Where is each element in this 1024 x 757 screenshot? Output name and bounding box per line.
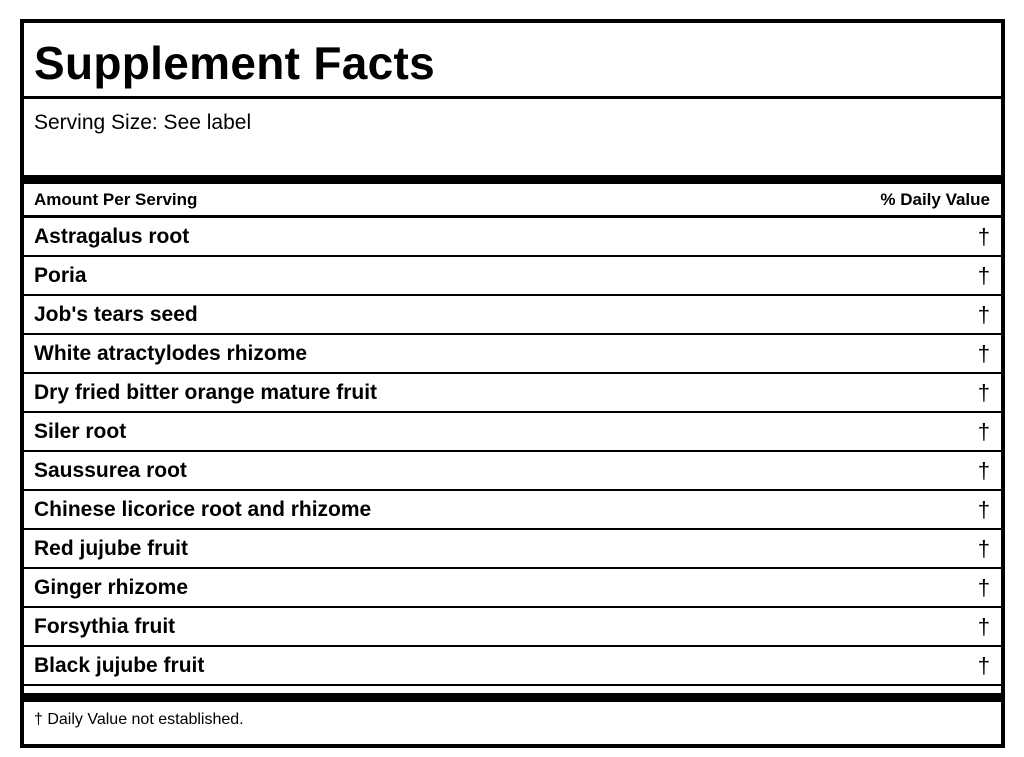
- ingredient-row: [24, 530, 1001, 569]
- panel-title: Supplement Facts: [24, 23, 1001, 99]
- ingredient-row: [24, 257, 1001, 296]
- ingredient-row: [24, 335, 1001, 374]
- column-header-row: [24, 184, 1001, 218]
- thick-divider-bottom: [24, 693, 1001, 702]
- ingredient-row: [24, 491, 1001, 530]
- ingredient-name: Black jujube fruit: [34, 653, 205, 677]
- daily-value-mark: †: [977, 301, 990, 327]
- ingredient-name: Forsythia fruit: [34, 614, 176, 638]
- daily-value-mark: †: [977, 340, 990, 366]
- daily-value-header: % Daily Value: [880, 189, 990, 209]
- ingredient-name: Poria: [34, 263, 87, 287]
- ingredient-name: Ginger rhizome: [34, 575, 189, 599]
- daily-value-mark: †: [977, 574, 990, 600]
- footnote: † Daily Value not established.: [34, 711, 244, 728]
- daily-value-mark: †: [977, 613, 990, 639]
- daily-value-mark: †: [977, 457, 990, 483]
- daily-value-mark: †: [977, 379, 990, 405]
- ingredient-row: [24, 569, 1001, 608]
- ingredient-name: Saussurea root: [34, 458, 187, 482]
- daily-value-mark: †: [977, 418, 990, 444]
- daily-value-mark: †: [977, 262, 990, 288]
- daily-value-mark: †: [977, 652, 990, 678]
- spacer: [24, 686, 1001, 693]
- ingredient-row: [24, 374, 1001, 413]
- ingredient-row: [24, 452, 1001, 491]
- ingredient-name: White atractylodes rhizome: [34, 341, 308, 365]
- thick-divider: [24, 175, 1001, 184]
- daily-value-mark: †: [977, 223, 990, 249]
- ingredient-name: Siler root: [34, 419, 127, 443]
- ingredient-row: [24, 296, 1001, 335]
- daily-value-mark: †: [977, 535, 990, 561]
- ingredient-row: [24, 608, 1001, 647]
- ingredient-name: Astragalus root: [34, 224, 190, 248]
- ingredient-name: Red jujube fruit: [34, 536, 188, 560]
- serving-size: Serving Size: See label: [34, 111, 252, 134]
- ingredient-name: Dry fried bitter orange mature fruit: [34, 380, 378, 404]
- amount-per-serving-header: Amount Per Serving: [34, 189, 198, 209]
- daily-value-mark: †: [977, 496, 990, 522]
- ingredient-name: Chinese licorice root and rhizome: [34, 497, 372, 521]
- ingredient-row: [24, 647, 1001, 686]
- ingredient-row: [24, 218, 1001, 257]
- ingredient-name: Job's tears seed: [34, 302, 198, 326]
- supplement-facts-panel: [20, 19, 1005, 748]
- ingredient-row: [24, 413, 1001, 452]
